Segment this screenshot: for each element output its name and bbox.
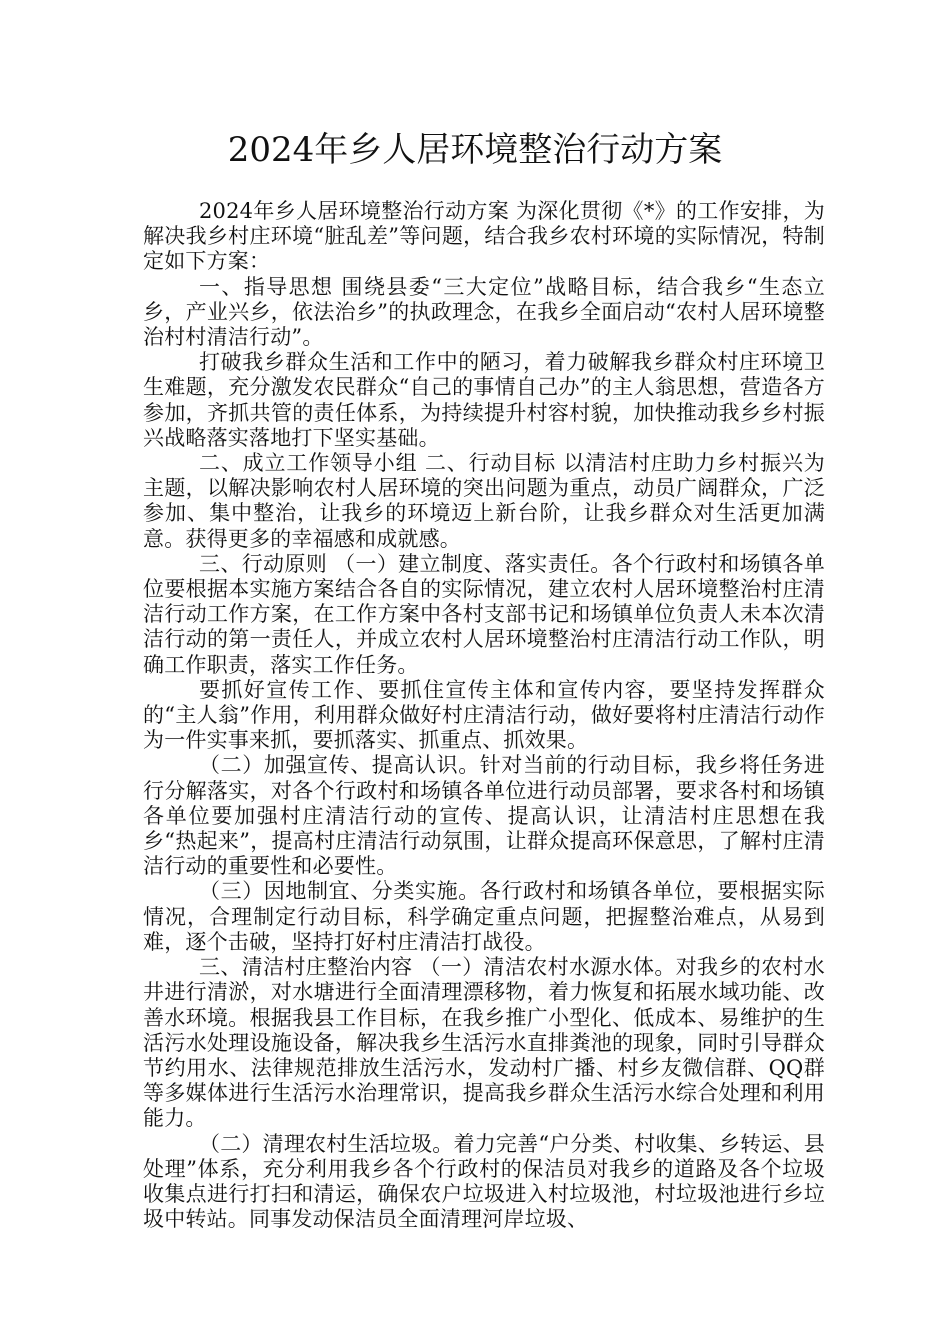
paragraph-local-conditions: （三）因地制宜、分类实施。各行政村和场镇各单位，要根据实际情况，合理制定行动目标，科学确定重点问题，把握整治难点，从易到难，逐个击破，坚持打好村庄清洁打战役。 (143, 879, 825, 954)
paragraph-strengthen-publicity: （二）加强宣传、提高认识。针对当前的行动目标，我乡将任务进行分解落实，对各个行政村和场镇各单位进行动员部署，要求各村和场镇各单位要加强村庄清洁行动的宣传、提高认识，让清洁村庄思想在我乡“热起来”，提高村庄清洁行动氛围，让群众提高环保意思，了解村庄清洁行动的重要性和必要性。 (143, 753, 825, 879)
paragraph-clean-water: 三、清洁村庄整治内容 （一）清洁农村水源水体。对我乡的农村水井进行清淤，对水塘进行全面清理漂移物，着力恢复和拓展水域功能、改善水环境。根据我县工作目标，在我乡推广小型化、低成本、易维护的生活污水处理设施设备，解决我乡生活污水直排粪池的现象，同时引导群众节约用水、法律规范排放生活污水，发动村广播、村乡友微信群、QQ群等多媒体进行生活污水治理常识，提高我乡群众生活污水综合处理和利用能力。 (143, 955, 825, 1131)
paragraph-guiding-ideology: 一、指导思想 围绕县委“三大定位”战略目标，结合我乡“生态立乡，产业兴乡，依法治乡”的执政理念，在我乡全面启动“农村人居环境整治村村清洁行动”。 (143, 274, 825, 350)
page-title: 2024年乡人居环境整治行动方案 (227, 130, 723, 170)
paragraph-intro: 2024年乡人居环境整治行动方案 为深化贯彻《*》的工作安排，为解决我乡村庄环境“脏乱差”等问题，结合我乡农村环境的实际情况，特制定如下方案： (143, 199, 825, 274)
paragraph-action-goals: 二、成立工作领导小组 二、行动目标 以清洁村庄助力乡村振兴为主题，以解决影响农村人居环境的突出问题为重点，动员广阔群众，广泛参加、集中整治，让我乡的环境迈上新台阶，让我乡群众对生活更加满意。获得更多的幸福感和成就感。 (143, 451, 825, 551)
paragraph-publicity-work: 要抓好宣传工作、要抓住宣传主体和宣传内容，要坚持发挥群众的“主人翁”作用，利用群众做好村庄清洁行动，做好要将村庄清洁行动作为一件实事来抓，要抓落实、抓重点、抓效果。 (143, 677, 825, 753)
document-body (143, 199, 825, 1232)
paragraph-break-habits: 打破我乡群众生活和工作中的陋习，着力破解我乡群众村庄环境卫生难题，充分激发农民群众“自己的事情自己办”的主人翁思想，营造各方参加，齐抓共管的责任体系，为持续提升村容村貌，加快推动我乡乡村振兴战略落实落地打下坚实基础。 (143, 350, 825, 450)
paragraph-clean-garbage: （二）清理农村生活垃圾。着力完善“户分类、村收集、乡转运、县处理”体系，充分利用我乡各个行政村的保洁员对我乡的道路及各个垃圾收集点进行打扫和清运，确保农户垃圾进入村垃圾池，村垃圾池进行乡垃圾中转站。同事发动保洁员全面清理河岸垃圾、 (143, 1131, 825, 1232)
paragraph-action-principles: 三、行动原则 （一）建立制度、落实责任。各个行政村和场镇各单位要根据本实施方案结合各自的实际情况，建立农村人居环境整治村庄清洁行动工作方案，在工作方案中各村支部书记和场镇单位负责人未本次清洁行动的第一责任人，并成立农村人居环境整治村庄清洁行动工作队，明确工作职责，落实工作任务。 (143, 551, 825, 677)
